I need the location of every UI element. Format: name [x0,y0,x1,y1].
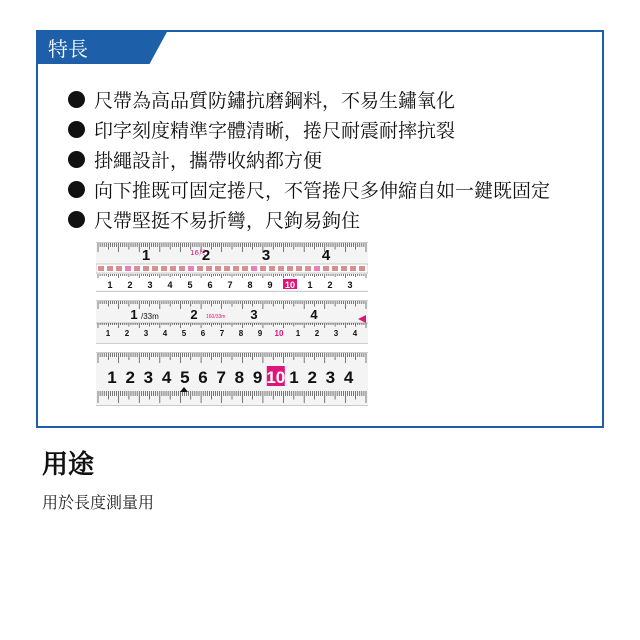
ruler-minor-number: 10 [284,280,296,290]
ruler-minor-number: 2 [327,280,333,290]
ruler-character-glyph [278,266,284,271]
ruler-minor-number: 9 [257,329,263,338]
ruler-major-number: 3 [250,307,258,322]
feature-item [68,84,550,114]
ruler-minor-number: 3 [143,329,149,338]
features-panel [36,30,604,428]
ruler-1-graphic [96,243,368,291]
ruler-character-glyph [224,266,230,271]
bullet-icon [68,181,85,198]
ruler-large-number: 2 [307,368,317,387]
ruler-major-number: 3 [261,247,271,264]
ruler-character-glyph [197,266,203,271]
ruler-minor-number: 5 [187,280,193,290]
ruler-character-glyph [296,266,302,271]
ruler-large-number: 5 [180,368,190,387]
ruler-character-glyph [161,266,167,271]
feature-text: 向下推既可固定捲尺，不管捲尺多伸縮自如一鍵既固定 [94,179,551,202]
ruler-major-number: 1 [141,247,151,264]
ruler-unit-label: /33m [141,312,159,321]
ruler-character-glyph [188,266,194,271]
feature-text: 掛繩設計，攜帶收納都方便 [94,149,323,172]
ruler-minor-number: 8 [247,280,253,290]
ruler-large-number: 7 [216,368,226,387]
feature-text: 尺帶為高品質防鏽抗磨鋼料，不易生鏽氧化 [94,89,456,112]
feature-item [68,114,550,144]
ruler-minor-number: 6 [200,329,206,338]
tape-measure-samples [96,242,368,406]
ruler-character-glyph [341,266,347,271]
feature-list [68,84,550,234]
features-tab-label: 特長 [48,37,88,61]
ruler-major-number: 4 [310,307,318,322]
feature-item [68,144,550,174]
ruler-character-glyph [134,266,140,271]
ruler-large-number: 10 [266,368,286,387]
ruler-large-number: 4 [343,368,354,387]
feature-text: 尺帶堅挺不易折彎，尺鉤易鉤住 [94,209,361,232]
bullet-icon [68,151,85,168]
ruler-minor-number: 2 [124,329,130,338]
ruler-minor-number: 4 [162,329,168,338]
ruler-large-number: 8 [234,368,245,387]
ruler-minor-number: 1 [107,280,113,290]
ruler-3-image [96,352,368,406]
ruler-character-glyph [305,266,311,271]
ruler-minor-number: 1 [105,329,111,338]
ruler-character-glyph [98,266,104,271]
ruler-minor-number: 6 [207,280,213,290]
bullet-icon [68,121,85,138]
ruler-character-glyph [260,266,266,271]
ruler-character-glyph [251,266,257,271]
feature-item [68,204,550,234]
ruler-large-number: 1 [289,368,299,387]
ruler-character-glyph [350,266,356,271]
ruler-minor-number: 8 [238,329,244,338]
ruler-large-number: 4 [161,368,172,387]
ruler-large-number: 9 [252,368,263,387]
feature-text: 印字刻度精準字體清晰，捲尺耐震耐摔抗裂 [94,119,456,142]
ruler-character-glyph [215,266,221,271]
ruler-large-number: 3 [143,368,154,387]
ruler-character-glyph [152,266,158,271]
ruler-minor-number: 1 [307,280,313,290]
ruler-2-image [96,300,368,344]
ruler-major-number: 2 [190,307,198,322]
ruler-character-glyph [269,266,275,271]
ruler-minor-number: 2 [127,280,133,290]
ruler-character-glyph [323,266,329,271]
ruler-character-glyph [116,266,122,271]
ruler-3-graphic [96,353,368,405]
ruler-minor-number: 3 [147,280,153,290]
ruler-minor-number: 7 [227,280,233,290]
usage-text: 用於長度測量用 [42,493,155,512]
ruler-minor-number: 4 [352,329,358,338]
ruler-minor-number: 5 [181,329,187,338]
ruler-minor-number: 7 [219,329,225,338]
ruler-character-glyph [359,266,365,271]
ruler-character-glyph [242,266,248,271]
ruler-character-glyph [206,266,212,271]
ruler-minor-number: 3 [347,280,353,290]
ruler-minor-number: 1 [295,329,301,338]
ruler-character-glyph [179,266,185,271]
ruler-minor-number: 9 [267,280,273,290]
ruler-character-glyph [233,266,239,271]
ruler-major-number: 1 [130,307,138,322]
ruler-character-glyph [314,266,320,271]
ruler-character-glyph [143,266,149,271]
ruler-1-image [96,242,368,292]
ruler-large-number: 3 [325,368,336,387]
ruler-minor-number: 2 [314,329,320,338]
ruler-large-number: 2 [125,368,135,387]
ruler-large-number: 6 [198,368,208,387]
ruler-character-glyph [125,266,131,271]
bullet-icon [68,211,85,228]
usage-heading: 用途 [42,450,95,480]
ruler-marker-label: 16尺 [190,249,206,257]
ruler-large-number: 1 [107,368,117,387]
ruler-character-glyph [170,266,176,271]
ruler-small-label: 160/33m [206,314,226,320]
ruler-character-glyph [287,266,293,271]
ruler-major-number: 4 [321,247,331,264]
ruler-2-graphic [96,301,368,343]
ruler-minor-number: 10 [274,329,284,338]
ruler-pointer [358,315,366,323]
ruler-minor-number: 3 [333,329,339,338]
bullet-icon [68,91,85,108]
ruler-minor-number: 4 [167,280,173,290]
ruler-character-glyph [107,266,113,271]
ruler-major-number: 2 [201,247,211,264]
feature-item [68,174,550,204]
ruler-character-glyph [332,266,338,271]
